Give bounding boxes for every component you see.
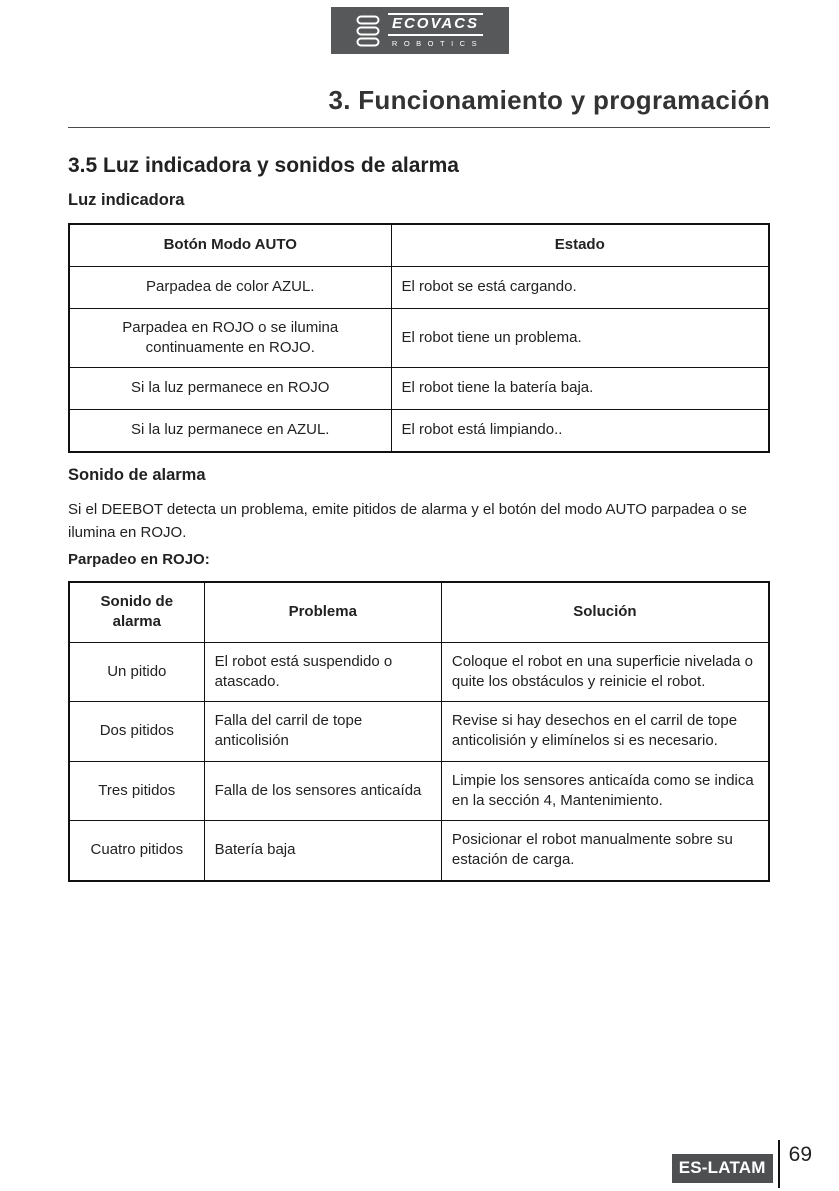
sonido-alarma-table <box>68 581 770 882</box>
ecovacs-logo-text <box>388 13 483 48</box>
table-row <box>69 410 769 452</box>
sonido-alarma-heading: Sonido de alarma <box>68 465 206 484</box>
page-number: 69 <box>788 1143 812 1166</box>
ecovacs-logo-icon <box>356 15 380 47</box>
table-header-cell: Problema <box>204 582 441 642</box>
table-row <box>69 761 769 821</box>
table-cell: Batería baja <box>204 821 441 881</box>
table-cell: El robot tiene un problema. <box>391 308 769 368</box>
table-header-cell: Solución <box>441 582 769 642</box>
table-cell: Revise si hay desechos en el carril de tope anticolisión y elimínelos si es necesario. <box>441 702 769 762</box>
table-cell: Parpadea en ROJO o se ilumina continuamente en ROJO. <box>69 308 391 368</box>
table-row <box>69 642 769 702</box>
table-cell: Un pitido <box>69 642 204 702</box>
table-cell: El robot está suspendido o atascado. <box>204 642 441 702</box>
footer-divider <box>778 1140 780 1188</box>
table-cell: El robot está limpiando.. <box>391 410 769 452</box>
table-header-row <box>69 582 769 642</box>
parpadeo-rojo-label: Parpadeo en ROJO: <box>68 551 210 568</box>
table-row <box>69 821 769 881</box>
title-divider <box>68 127 770 128</box>
page-content <box>0 85 839 882</box>
table-header-row <box>69 224 769 266</box>
section-title: 3.5 Luz indicadora y sonidos de alarma <box>68 154 459 177</box>
table-row <box>69 368 769 410</box>
table-header-cell: Sonido de alarma <box>69 582 204 642</box>
table-row <box>69 266 769 308</box>
table-cell: Si la luz permanece en ROJO <box>69 368 391 410</box>
table-cell: Posicionar el robot manualmente sobre su estación de carga. <box>441 821 769 881</box>
table-cell: El robot tiene la batería baja. <box>391 368 769 410</box>
luz-indicadora-heading: Luz indicadora <box>68 191 185 209</box>
table-cell: Parpadea de color AZUL. <box>69 266 391 308</box>
region-badge: ES-LATAM <box>672 1154 773 1183</box>
table-cell: Si la luz permanece en AZUL. <box>69 410 391 452</box>
luz-indicadora-table <box>68 223 770 453</box>
table-cell: Tres pitidos <box>69 761 204 821</box>
table-cell: Dos pitidos <box>69 702 204 762</box>
table-header-cell: Estado <box>391 224 769 266</box>
table-row <box>69 702 769 762</box>
page-footer <box>672 1140 812 1188</box>
chapter-title: 3. Funcionamiento y programación <box>328 85 770 115</box>
logo-robotics-text: ROBOTICS <box>391 38 484 48</box>
logo-brand-text: ECOVACS <box>388 13 483 36</box>
alarm-description: Si el DEEBOT detecta un problema, emite pitidos de alarma y el botón del modo AUTO parpadea o se ilumina en ROJO. <box>68 500 747 541</box>
table-cell: Falla del carril de tope anticolisión <box>204 702 441 762</box>
ecovacs-logo <box>331 7 509 54</box>
table-cell: Coloque el robot en una superficie nivelada o quite los obstáculos y reinicie el robot. <box>441 642 769 702</box>
table-cell: El robot se está cargando. <box>391 266 769 308</box>
table-cell: Falla de los sensores anticaída <box>204 761 441 821</box>
table-row <box>69 308 769 368</box>
table-cell: Cuatro pitidos <box>69 821 204 881</box>
table-cell: Limpie los sensores anticaída como se indica en la sección 4, Mantenimiento. <box>441 761 769 821</box>
table-header-cell: Botón Modo AUTO <box>69 224 391 266</box>
